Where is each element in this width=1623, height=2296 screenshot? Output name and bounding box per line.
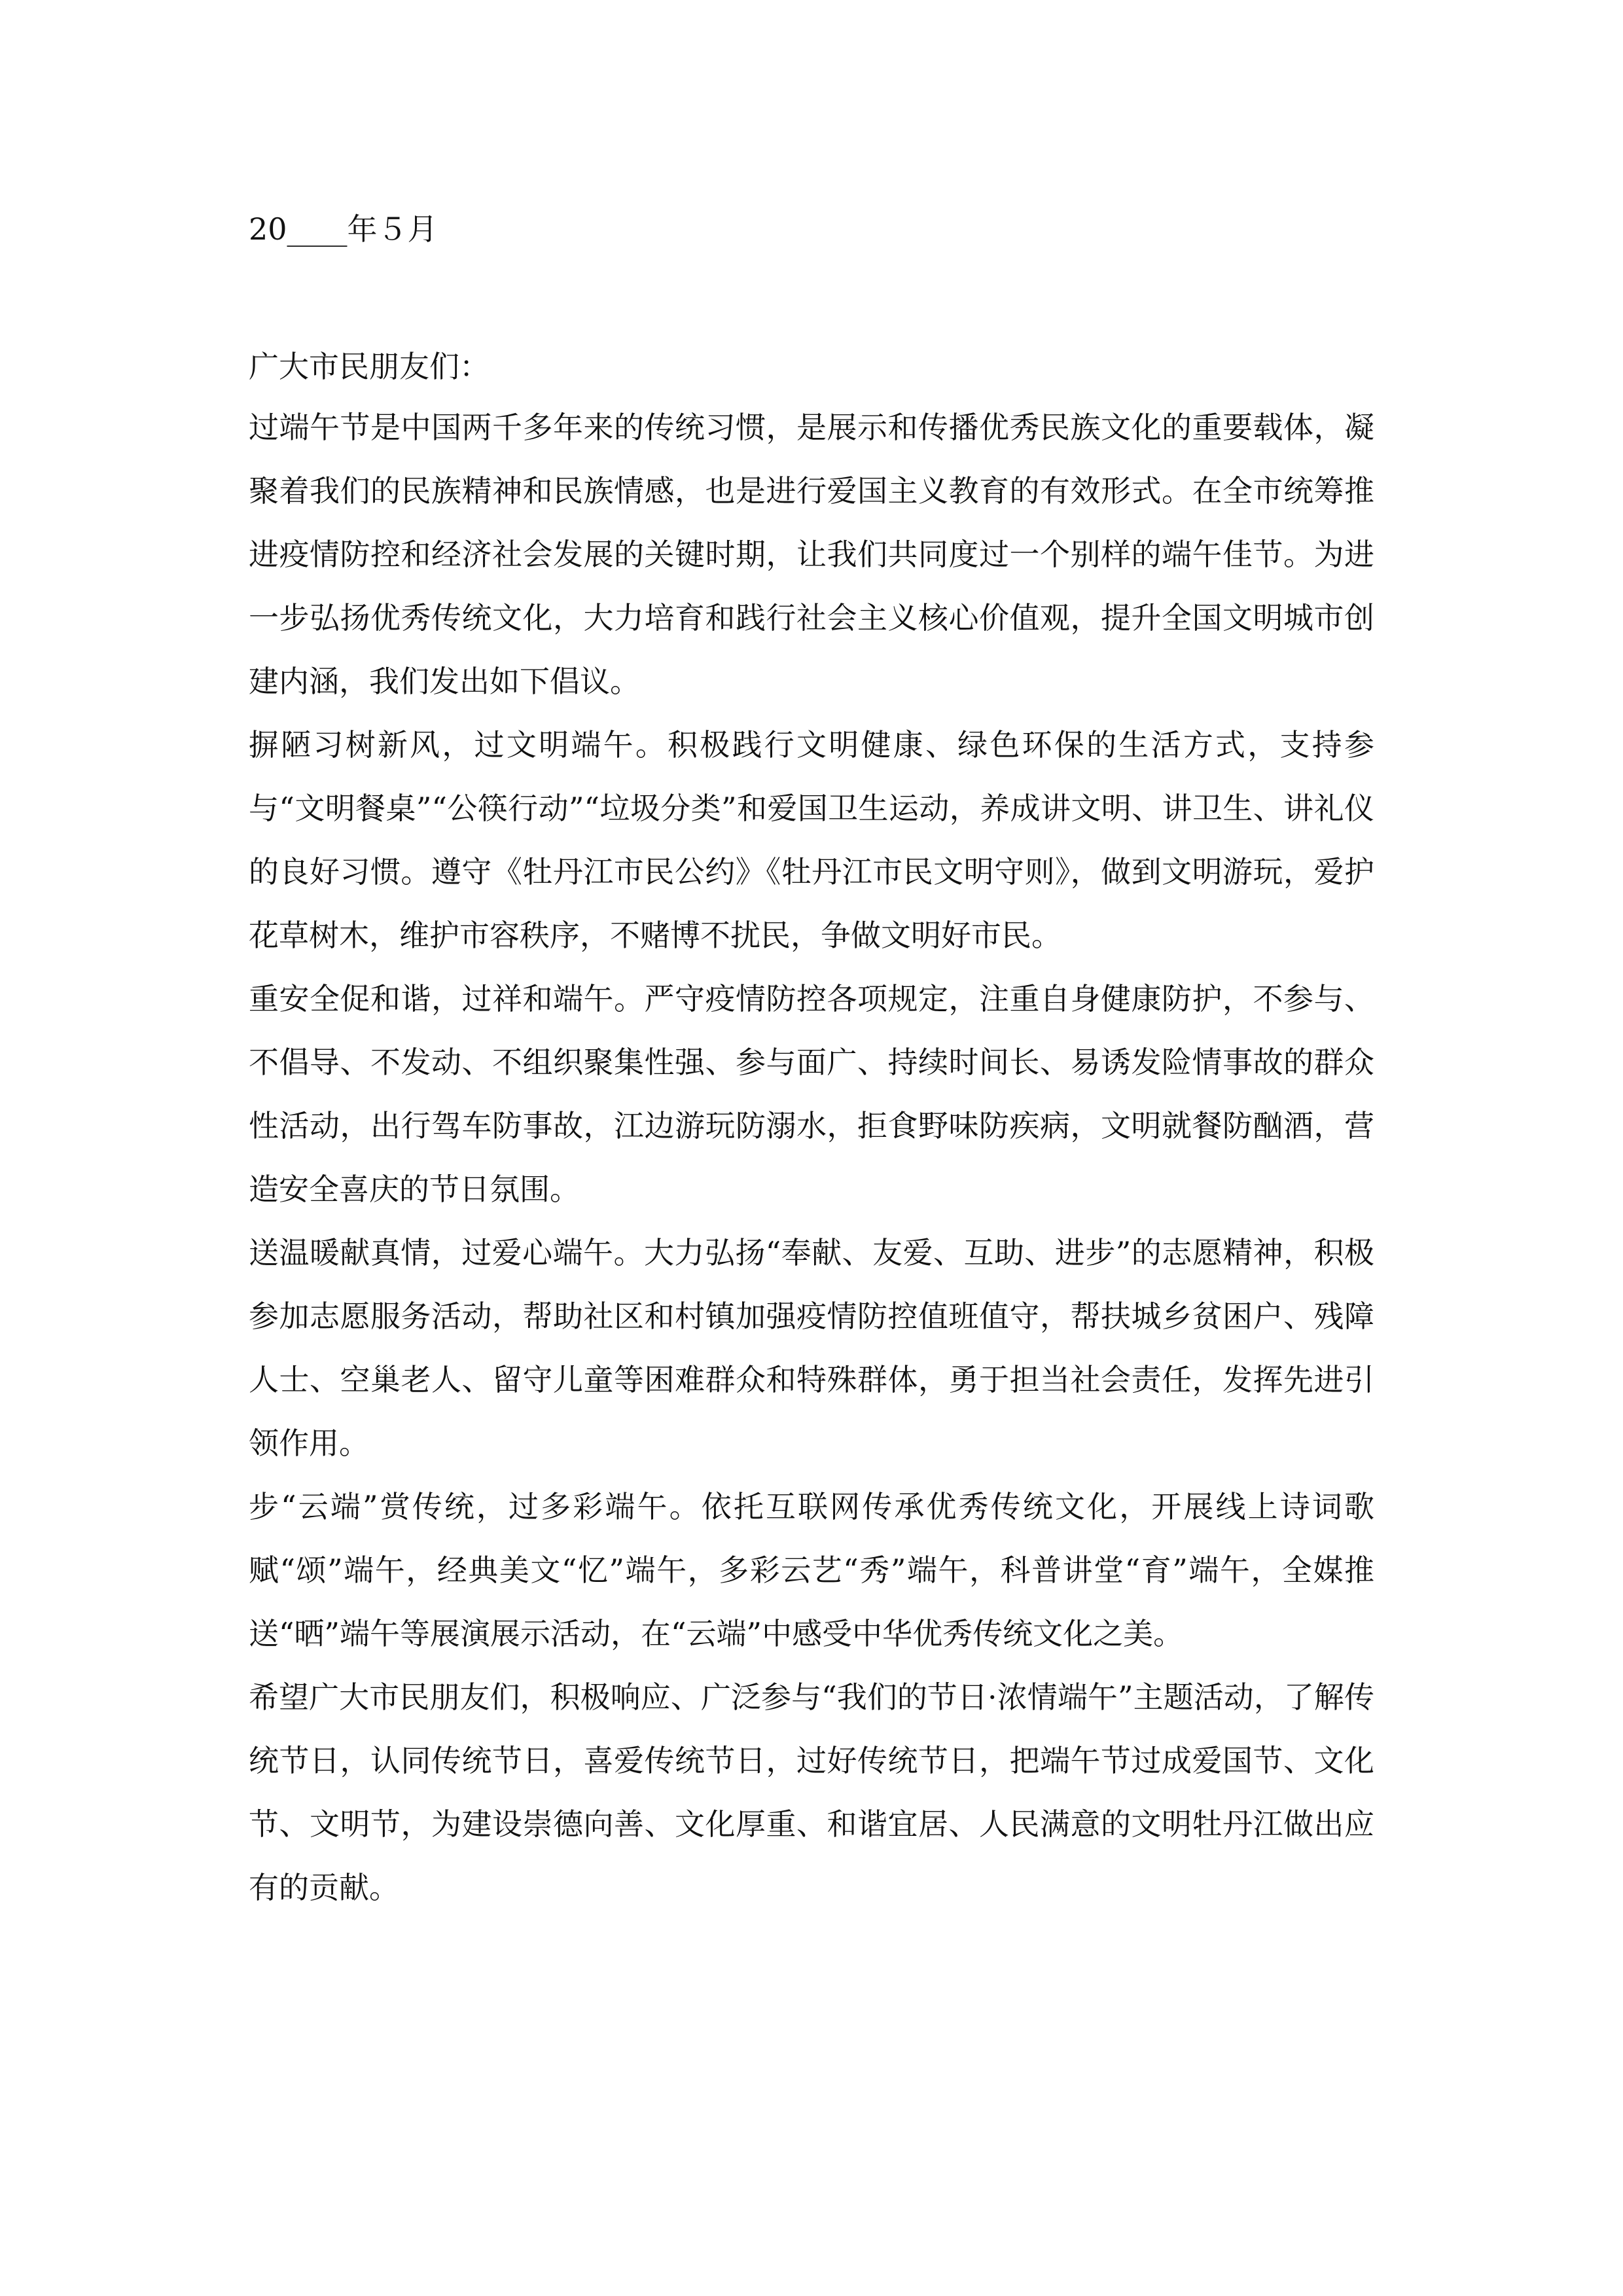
paragraph-charity: 送温暖献真情，过爱心端午。大力弘扬“奉献、友爱、互助、进步”的志愿精神，积极参加志愿服务活动，帮助社区和村镇加强疫情防控值班值守，帮扶城乡贫困户、残障人士、空巢老人、留守儿童等困难群众和特殊群体，勇于担当社会责任，发挥先进引领作用。 (249, 1235, 1374, 1461)
greeting: 广大市民朋友们： (249, 349, 490, 384)
document-body (249, 200, 1374, 1920)
paragraph-closing: 希望广大市民朋友们，积极响应、广泛参与“我们的节日·浓情端午”主题活动，了解传统节日，认同传统节日，喜爱传统节日，过好传统节日，把端午节过成爱国节、文化节、文明节，为建设崇德向善、文化厚重、和谐宜居、人民满意的文明牡丹江做出应有的贡献。 (249, 1679, 1374, 1905)
paragraph-safety: 重安全促和谐，过祥和端午。严守疫情防控各项规定，注重自身健康防护，不参与、不倡导、不发动、不组织聚集性强、参与面广、持续时间长、易诱发险情事故的群众性活动，出行驾车防事故，江边游玩防溺水，拒食野味防疾病，文明就餐防酗酒，营造安全喜庆的节日氛围。 (249, 981, 1374, 1207)
paragraph-cloud: 步“云端”赏传统，过多彩端午。依托互联网传承优秀传统文化，开展线上诗词歌赋“颂”端午，经典美文“忆”端午，多彩云艺“秀”端午，科普讲堂“育”端午，全媒推送“晒”端午等展演展示活动，在“云端”中感受中华优秀传统文化之美。 (249, 1489, 1374, 1651)
paragraph-civilized: 摒陋习树新风，过文明端午。积极践行文明健康、绿色环保的生活方式，支持参与“文明餐桌”“公筷行动”“垃圾分类”和爱国卫生运动，养成讲文明、讲卫生、讲礼仪的良好习惯。遵守《牡丹江市民公约》《牡丹江市民文明守则》，做到文明游玩，爱护花草树木，维护市容秩序，不赌博不扰民，争做文明好市民。 (249, 727, 1374, 953)
date-line: 20____年５月 (249, 211, 438, 247)
paragraph-intro: 过端午节是中国两千多年来的传统习惯，是展示和传播优秀民族文化的重要载体，凝聚着我们的民族精神和民族情感，也是进行爱国主义教育的有效形式。在全市统筹推进疫情防控和经济社会发展的关键时期，让我们共同度过一个别样的端午佳节。为进一步弘扬优秀传统文化，大力培育和践行社会主义核心价值观，提升全国文明城市创建内涵，我们发出如下倡议。 (249, 410, 1374, 699)
